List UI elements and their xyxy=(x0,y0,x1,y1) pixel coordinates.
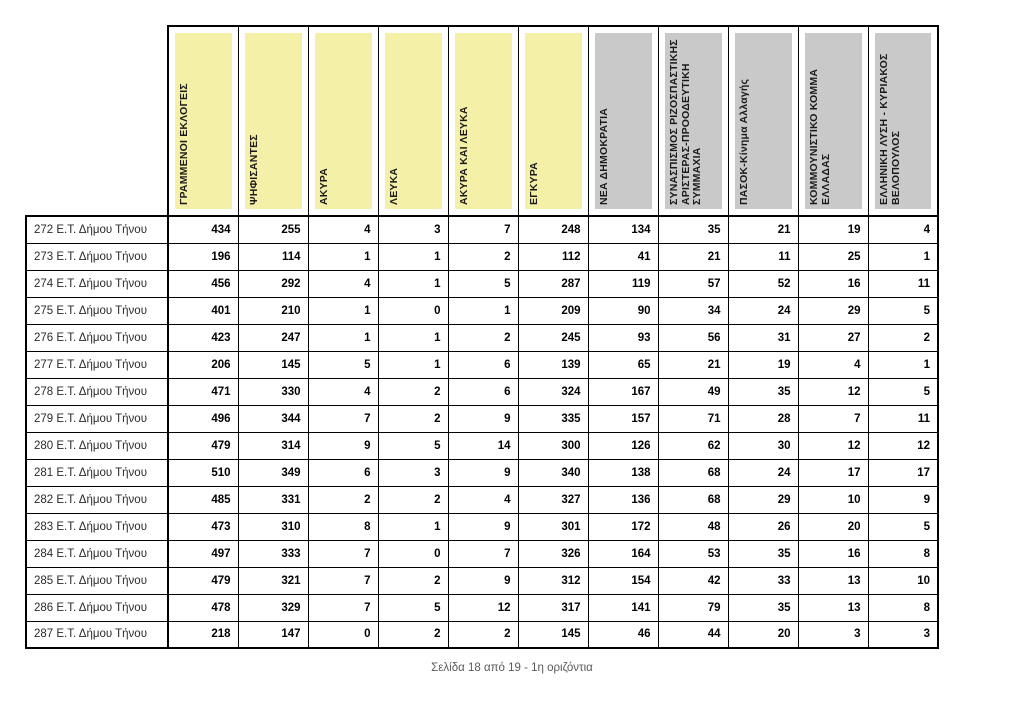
value-cell: 9 xyxy=(868,486,938,513)
value-cell: 1 xyxy=(308,324,378,351)
column-header-10 xyxy=(798,26,868,216)
value-cell: 112 xyxy=(518,243,588,270)
column-header-9 xyxy=(728,26,798,216)
value-cell: 5 xyxy=(868,297,938,324)
value-cell: 330 xyxy=(238,378,308,405)
value-cell: 344 xyxy=(238,405,308,432)
row-label: 279 Ε.Τ. Δήμου Τήνου xyxy=(26,405,168,432)
value-cell: 13 xyxy=(798,594,868,621)
value-cell: 8 xyxy=(868,540,938,567)
value-cell: 139 xyxy=(518,351,588,378)
column-header-label: ΚΟΜΜΟΥΝΙΣΤΙΚΟ ΚΟΜΜΑ ΕΛΛΑΔΑΣ xyxy=(807,68,831,205)
value-cell: 65 xyxy=(588,351,658,378)
value-cell: 9 xyxy=(308,432,378,459)
value-cell: 11 xyxy=(868,405,938,432)
value-cell: 29 xyxy=(798,297,868,324)
corner-cell xyxy=(26,26,168,216)
value-cell: 147 xyxy=(238,621,308,648)
value-cell: 8 xyxy=(868,594,938,621)
value-cell: 401 xyxy=(168,297,238,324)
value-cell: 9 xyxy=(448,459,518,486)
value-cell: 0 xyxy=(378,297,448,324)
table-row xyxy=(26,540,938,567)
value-cell: 19 xyxy=(728,351,798,378)
value-cell: 5 xyxy=(868,378,938,405)
value-cell: 331 xyxy=(238,486,308,513)
column-header-label: ΠΑΣΟΚ-Κίνημα Αλλαγής xyxy=(737,78,750,205)
value-cell: 456 xyxy=(168,270,238,297)
value-cell: 10 xyxy=(868,567,938,594)
value-cell: 9 xyxy=(448,567,518,594)
value-cell: 4 xyxy=(308,270,378,297)
value-cell: 12 xyxy=(868,432,938,459)
value-cell: 34 xyxy=(658,297,728,324)
value-cell: 479 xyxy=(168,567,238,594)
header-box xyxy=(525,33,582,209)
value-cell: 4 xyxy=(448,486,518,513)
value-cell: 349 xyxy=(238,459,308,486)
value-cell: 210 xyxy=(238,297,308,324)
value-cell: 35 xyxy=(658,216,728,243)
value-cell: 10 xyxy=(798,486,868,513)
value-cell: 57 xyxy=(658,270,728,297)
value-cell: 20 xyxy=(798,513,868,540)
value-cell: 7 xyxy=(448,540,518,567)
value-cell: 48 xyxy=(658,513,728,540)
column-header-label: ΣΥΝΑΣΠΙΣΜΟΣ ΡΙΖΟΣΠΑΣΤΙΚΗΣ ΑΡΙΣΤΕΡΑΣ-ΠΡΟΟΔΕΥΤΙΚΗ ΣΥΜΜΑΧΙΑ xyxy=(667,39,703,205)
value-cell: 1 xyxy=(448,297,518,324)
value-cell: 7 xyxy=(308,540,378,567)
value-cell: 9 xyxy=(448,513,518,540)
value-cell: 28 xyxy=(728,405,798,432)
value-cell: 24 xyxy=(728,459,798,486)
value-cell: 4 xyxy=(868,216,938,243)
value-cell: 26 xyxy=(728,513,798,540)
header-box xyxy=(665,33,722,209)
value-cell: 11 xyxy=(868,270,938,297)
value-cell: 53 xyxy=(658,540,728,567)
header-row xyxy=(26,26,938,216)
value-cell: 27 xyxy=(798,324,868,351)
value-cell: 471 xyxy=(168,378,238,405)
column-header-1 xyxy=(168,26,238,216)
value-cell: 16 xyxy=(798,540,868,567)
value-cell: 52 xyxy=(728,270,798,297)
value-cell: 1 xyxy=(378,351,448,378)
value-cell: 6 xyxy=(448,378,518,405)
value-cell: 335 xyxy=(518,405,588,432)
value-cell: 9 xyxy=(448,405,518,432)
value-cell: 164 xyxy=(588,540,658,567)
table-row xyxy=(26,270,938,297)
value-cell: 41 xyxy=(588,243,658,270)
value-cell: 209 xyxy=(518,297,588,324)
header-box xyxy=(595,33,652,209)
value-cell: 5 xyxy=(378,432,448,459)
column-header-3 xyxy=(308,26,378,216)
column-header-4 xyxy=(378,26,448,216)
value-cell: 17 xyxy=(868,459,938,486)
value-cell: 321 xyxy=(238,567,308,594)
value-cell: 1 xyxy=(868,243,938,270)
row-label: 277 Ε.Τ. Δήμου Τήνου xyxy=(26,351,168,378)
value-cell: 29 xyxy=(728,486,798,513)
header-box xyxy=(805,33,862,209)
value-cell: 12 xyxy=(798,378,868,405)
column-header-8 xyxy=(658,26,728,216)
header-box xyxy=(175,33,232,209)
table-row xyxy=(26,216,938,243)
value-cell: 7 xyxy=(448,216,518,243)
value-cell: 196 xyxy=(168,243,238,270)
value-cell: 248 xyxy=(518,216,588,243)
value-cell: 138 xyxy=(588,459,658,486)
value-cell: 62 xyxy=(658,432,728,459)
value-cell: 1 xyxy=(378,324,448,351)
value-cell: 247 xyxy=(238,324,308,351)
value-cell: 5 xyxy=(308,351,378,378)
row-label: 273 Ε.Τ. Δήμου Τήνου xyxy=(26,243,168,270)
value-cell: 1 xyxy=(378,513,448,540)
value-cell: 6 xyxy=(448,351,518,378)
value-cell: 172 xyxy=(588,513,658,540)
column-header-label: ΨΗΦΙΣΑΝΤΕΣ xyxy=(247,134,260,205)
value-cell: 7 xyxy=(308,567,378,594)
table-row xyxy=(26,621,938,648)
value-cell: 496 xyxy=(168,405,238,432)
value-cell: 324 xyxy=(518,378,588,405)
value-cell: 329 xyxy=(238,594,308,621)
value-cell: 1 xyxy=(378,243,448,270)
table-row xyxy=(26,324,938,351)
row-label: 275 Ε.Τ. Δήμου Τήνου xyxy=(26,297,168,324)
value-cell: 314 xyxy=(238,432,308,459)
value-cell: 497 xyxy=(168,540,238,567)
column-header-5 xyxy=(448,26,518,216)
value-cell: 8 xyxy=(308,513,378,540)
value-cell: 141 xyxy=(588,594,658,621)
column-header-label: ΝΕΑ ΔΗΜΟΚΡΑΤΙΑ xyxy=(597,108,610,205)
results-table-wrap xyxy=(25,25,939,649)
table-row xyxy=(26,513,938,540)
value-cell: 2 xyxy=(378,405,448,432)
table-row xyxy=(26,405,938,432)
value-cell: 3 xyxy=(378,216,448,243)
value-cell: 485 xyxy=(168,486,238,513)
value-cell: 1 xyxy=(308,297,378,324)
value-cell: 2 xyxy=(378,378,448,405)
value-cell: 35 xyxy=(728,540,798,567)
row-label: 282 Ε.Τ. Δήμου Τήνου xyxy=(26,486,168,513)
value-cell: 218 xyxy=(168,621,238,648)
table-row xyxy=(26,378,938,405)
value-cell: 1 xyxy=(868,351,938,378)
value-cell: 4 xyxy=(308,378,378,405)
row-label: 278 Ε.Τ. Δήμου Τήνου xyxy=(26,378,168,405)
value-cell: 292 xyxy=(238,270,308,297)
table-row xyxy=(26,567,938,594)
column-header-11 xyxy=(868,26,938,216)
value-cell: 5 xyxy=(448,270,518,297)
value-cell: 68 xyxy=(658,459,728,486)
value-cell: 24 xyxy=(728,297,798,324)
value-cell: 1 xyxy=(378,270,448,297)
value-cell: 35 xyxy=(728,594,798,621)
value-cell: 0 xyxy=(378,540,448,567)
value-cell: 44 xyxy=(658,621,728,648)
value-cell: 56 xyxy=(658,324,728,351)
header-box xyxy=(875,33,932,209)
header-box xyxy=(385,33,442,209)
column-header-2 xyxy=(238,26,308,216)
column-header-label: ΛΕΥΚΑ xyxy=(387,167,400,205)
value-cell: 2 xyxy=(448,243,518,270)
value-cell: 317 xyxy=(518,594,588,621)
column-header-label: ΓΡΑΜΜΕΝΟΙ ΕΚΛΟΓΕΙΣ xyxy=(178,83,190,205)
value-cell: 114 xyxy=(238,243,308,270)
column-header-6 xyxy=(518,26,588,216)
value-cell: 157 xyxy=(588,405,658,432)
column-header-7 xyxy=(588,26,658,216)
row-label: 285 Ε.Τ. Δήμου Τήνου xyxy=(26,567,168,594)
value-cell: 71 xyxy=(658,405,728,432)
value-cell: 30 xyxy=(728,432,798,459)
value-cell: 19 xyxy=(798,216,868,243)
value-cell: 510 xyxy=(168,459,238,486)
value-cell: 25 xyxy=(798,243,868,270)
table-row xyxy=(26,594,938,621)
value-cell: 478 xyxy=(168,594,238,621)
value-cell: 2 xyxy=(448,324,518,351)
header-box xyxy=(245,33,302,209)
value-cell: 134 xyxy=(588,216,658,243)
value-cell: 423 xyxy=(168,324,238,351)
row-label: 287 Ε.Τ. Δήμου Τήνου xyxy=(26,621,168,648)
value-cell: 46 xyxy=(588,621,658,648)
value-cell: 33 xyxy=(728,567,798,594)
value-cell: 5 xyxy=(378,594,448,621)
value-cell: 136 xyxy=(588,486,658,513)
value-cell: 473 xyxy=(168,513,238,540)
value-cell: 301 xyxy=(518,513,588,540)
value-cell: 167 xyxy=(588,378,658,405)
value-cell: 14 xyxy=(448,432,518,459)
value-cell: 2 xyxy=(308,486,378,513)
value-cell: 326 xyxy=(518,540,588,567)
value-cell: 2 xyxy=(378,567,448,594)
value-cell: 300 xyxy=(518,432,588,459)
value-cell: 145 xyxy=(238,351,308,378)
row-label: 286 Ε.Τ. Δήμου Τήνου xyxy=(26,594,168,621)
value-cell: 5 xyxy=(868,513,938,540)
value-cell: 90 xyxy=(588,297,658,324)
value-cell: 17 xyxy=(798,459,868,486)
value-cell: 340 xyxy=(518,459,588,486)
column-header-label: ΕΛΛΗΝΙΚΗ ΛΥΣΗ - ΚΥΡΙΑΚΟΣ ΒΕΛΟΠΟΥΛΟΣ xyxy=(877,53,901,205)
value-cell: 119 xyxy=(588,270,658,297)
value-cell: 16 xyxy=(798,270,868,297)
value-cell: 287 xyxy=(518,270,588,297)
value-cell: 42 xyxy=(658,567,728,594)
table-row xyxy=(26,432,938,459)
value-cell: 21 xyxy=(728,216,798,243)
value-cell: 2 xyxy=(378,621,448,648)
column-header-label: ΑΚΥΡΑ xyxy=(317,168,330,205)
value-cell: 21 xyxy=(658,243,728,270)
value-cell: 154 xyxy=(588,567,658,594)
value-cell: 6 xyxy=(308,459,378,486)
value-cell: 79 xyxy=(658,594,728,621)
value-cell: 49 xyxy=(658,378,728,405)
value-cell: 434 xyxy=(168,216,238,243)
value-cell: 7 xyxy=(798,405,868,432)
value-cell: 20 xyxy=(728,621,798,648)
value-cell: 333 xyxy=(238,540,308,567)
value-cell: 206 xyxy=(168,351,238,378)
value-cell: 245 xyxy=(518,324,588,351)
value-cell: 3 xyxy=(378,459,448,486)
row-label: 284 Ε.Τ. Δήμου Τήνου xyxy=(26,540,168,567)
row-label: 272 Ε.Τ. Δήμου Τήνου xyxy=(26,216,168,243)
table-row xyxy=(26,351,938,378)
column-header-label: ΕΓΚΥΡΑ xyxy=(527,162,540,205)
row-label: 281 Ε.Τ. Δήμου Τήνου xyxy=(26,459,168,486)
value-cell: 310 xyxy=(238,513,308,540)
value-cell: 11 xyxy=(728,243,798,270)
value-cell: 31 xyxy=(728,324,798,351)
row-label: 280 Ε.Τ. Δήμου Τήνου xyxy=(26,432,168,459)
value-cell: 21 xyxy=(658,351,728,378)
column-header-label: ΑΚΥΡΑ ΚΑΙ ΛΕΥΚΑ xyxy=(457,106,470,205)
value-cell: 2 xyxy=(378,486,448,513)
value-cell: 255 xyxy=(238,216,308,243)
row-label: 276 Ε.Τ. Δήμου Τήνου xyxy=(26,324,168,351)
header-box xyxy=(315,33,372,209)
table-row xyxy=(26,459,938,486)
table-row xyxy=(26,297,938,324)
value-cell: 3 xyxy=(868,621,938,648)
header-box xyxy=(735,33,792,209)
page-footer: Σελίδα 18 από 19 - 1η οριζόντια xyxy=(431,662,593,674)
value-cell: 4 xyxy=(798,351,868,378)
value-cell: 145 xyxy=(518,621,588,648)
value-cell: 12 xyxy=(798,432,868,459)
value-cell: 1 xyxy=(308,243,378,270)
value-cell: 2 xyxy=(868,324,938,351)
value-cell: 7 xyxy=(308,405,378,432)
value-cell: 327 xyxy=(518,486,588,513)
value-cell: 0 xyxy=(308,621,378,648)
value-cell: 126 xyxy=(588,432,658,459)
value-cell: 312 xyxy=(518,567,588,594)
row-label: 283 Ε.Τ. Δήμου Τήνου xyxy=(26,513,168,540)
results-table xyxy=(25,25,939,649)
value-cell: 93 xyxy=(588,324,658,351)
value-cell: 479 xyxy=(168,432,238,459)
value-cell: 3 xyxy=(798,621,868,648)
table-body xyxy=(26,216,938,648)
value-cell: 7 xyxy=(308,594,378,621)
value-cell: 68 xyxy=(658,486,728,513)
value-cell: 35 xyxy=(728,378,798,405)
value-cell: 4 xyxy=(308,216,378,243)
table-row xyxy=(26,243,938,270)
header-box xyxy=(455,33,512,209)
value-cell: 12 xyxy=(448,594,518,621)
value-cell: 2 xyxy=(448,621,518,648)
value-cell: 13 xyxy=(798,567,868,594)
table-row xyxy=(26,486,938,513)
row-label: 274 Ε.Τ. Δήμου Τήνου xyxy=(26,270,168,297)
